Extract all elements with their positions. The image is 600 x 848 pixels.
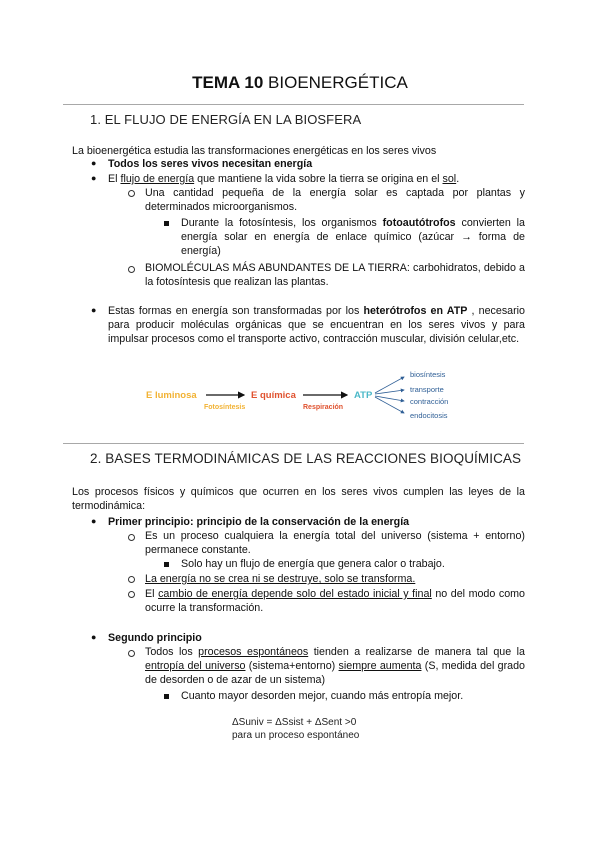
luminosa-label: E luminosa <box>146 390 197 401</box>
sub-bullet-text: La energía no se crea ni se destruye, solo se transforma. <box>145 573 416 585</box>
bullet-text: Segundo principio <box>108 632 202 644</box>
divider <box>63 443 524 444</box>
square-bullet-text: Cuanto mayor desorden mejor, cuando más entropía mejor. <box>181 690 464 702</box>
quimica-label: E química <box>251 390 296 401</box>
circle-bullet-icon <box>128 534 135 541</box>
sub-bullet-text: Todos los procesos espontáneos tienden a realizarse de manera tal que la entropía del universo (sistema+entorno) siempre aumenta (S, medida del grado de desorden o de azar de un sistema) <box>145 646 525 686</box>
bullet-icon: ● <box>91 158 97 168</box>
output-label: endocitosis <box>410 411 448 420</box>
fotosintesis-label: Fotosíntesis <box>204 404 246 411</box>
bullet-text: Todos los seres vivos necesitan energía <box>108 158 313 170</box>
square-bullet-text: Durante la fotosíntesis, los organismos fotoautótrofos convierten la energía solar en energía de enlace químico (azúcar → forma de energía) <box>181 217 525 257</box>
bullet-icon: ● <box>91 632 97 642</box>
bullet-icon: ● <box>91 305 97 315</box>
entropy-formula <box>232 716 359 742</box>
bullet-icon: ● <box>91 516 97 526</box>
divider <box>63 104 524 105</box>
circle-bullet-icon <box>128 591 135 598</box>
circle-bullet-icon <box>128 266 135 273</box>
respiracion-label: Respiración <box>303 404 344 411</box>
section-heading-2: 2. BASES TERMODINÁMICAS DE LAS REACCIONES BIOQUÍMICAS <box>90 451 522 466</box>
square-bullet-icon <box>164 221 169 226</box>
circle-bullet-icon <box>128 576 135 583</box>
output-label: biosíntesis <box>410 370 446 379</box>
square-bullet-text: Solo hay un flujo de energía que genera calor o trabajo. <box>181 558 445 570</box>
sub-bullet-text: El cambio de energía depende solo del estado inicial y final no del modo como ocurre la transformación. <box>145 588 525 614</box>
output-label: transporte <box>410 385 444 394</box>
bullet-text: El flujo de energía que mantiene la vida sobre la tierra se origina en el sol. <box>108 173 460 185</box>
formula-caption: para un proceso espontáneo <box>232 730 360 741</box>
sub-bullet-text: Una cantidad pequeña de la energía solar es captada por plantas y determinados microorganismos. <box>145 187 525 213</box>
sub-bullet-text: Es un proceso cualquiera la energía total del universo (sistema + entorno) permanece constante. <box>145 530 525 556</box>
output-label: contracción <box>410 397 449 406</box>
section-heading-1: 1. EL FLUJO DE ENERGÍA EN LA BIOSFERA <box>90 112 362 127</box>
bullet-icon: ● <box>91 173 97 183</box>
arrow-output <box>375 397 404 413</box>
circle-bullet-icon <box>128 650 135 657</box>
intro-paragraph: La bioenergética estudia las transformaciones energéticas en los seres vivos <box>72 145 437 157</box>
energy-flow-diagram <box>140 365 470 425</box>
sub-bullet-text: BIOMOLÉCULAS MÁS ABUNDANTES DE LA TIERRA: carbohidratos, debido a la fotosíntesis que realizan las plantas. <box>145 262 525 288</box>
intro-paragraph: Los procesos físicos y químicos que ocurren en los seres vivos cumplen las leyes de la termodinámica: <box>72 486 525 512</box>
circle-bullet-icon <box>128 190 135 197</box>
bullet-text: Primer principio: principio de la conservación de la energía <box>108 516 410 528</box>
square-bullet-icon <box>164 562 169 567</box>
formula-line: ΔSuniv = ΔSsist + ΔSent >0 <box>232 717 357 728</box>
bullet-text: Estas formas en energía son transformadas por los heterótrofos en ATP , necesario para producir moléculas orgánicas que se encuentran en los seres vivos y para impulsar procesos como el transporte activo, contracción muscular, división celular,etc. <box>108 305 526 345</box>
arrow-output <box>375 396 404 401</box>
page-title: TEMA 10 BIOENERGÉTICA <box>192 73 408 92</box>
atp-label: ATP <box>354 390 373 401</box>
square-bullet-icon <box>164 694 169 699</box>
